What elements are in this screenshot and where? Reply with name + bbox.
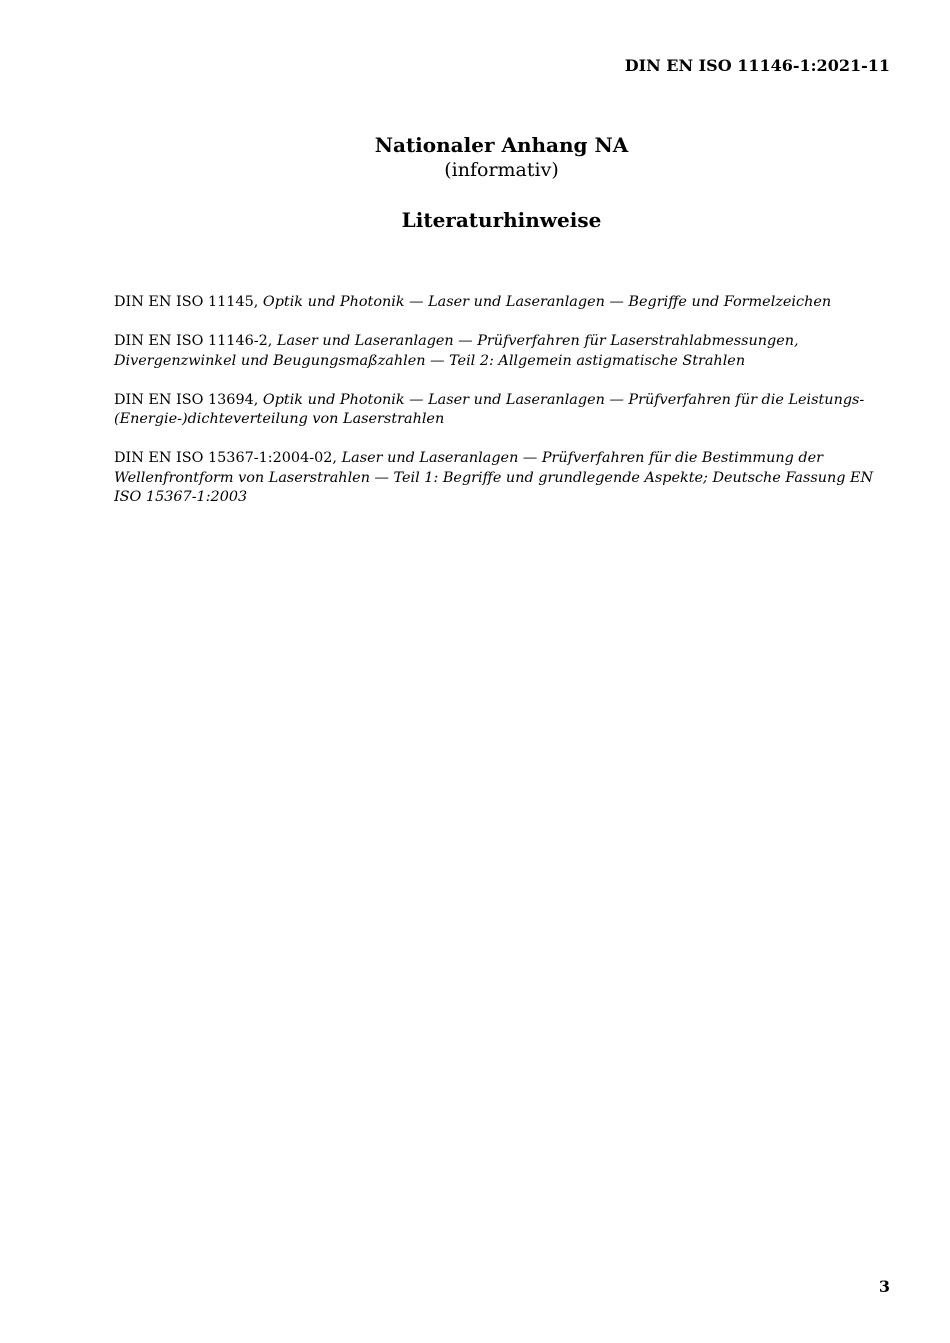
annex-subtitle: (informativ): [444, 159, 559, 181]
reference-title: Laser und Laseranlagen — Prüfverfahren für die Bestimmung der Wellenfrontform von Laserstrahlen — Teil 1: Begriffe und grundlegende Aspekte; Deutsche Fassung EN ISO 15367-1:2003: [114, 450, 874, 505]
reference-designation: DIN EN ISO 11145,: [114, 294, 259, 310]
reference-designation: DIN EN ISO 11146-2,: [114, 333, 273, 349]
annex-heading: [0, 132, 950, 182]
reference-item: [114, 332, 894, 371]
reference-title: Optik und Photonik — Laser und Laseranlagen — Prüfverfahren für die Leistungs-(Energie-)dichteverteilung von Laserstrahlen: [114, 391, 865, 427]
reference-item: [114, 293, 894, 313]
page-number: 3: [878, 1277, 890, 1296]
reference-item: [114, 391, 894, 430]
reference-title: Optik und Photonik — Laser und Laseranlagen — Begriffe und Formelzeichen: [262, 294, 832, 310]
reference-list: [114, 293, 894, 527]
annex-title: Nationaler Anhang NA: [374, 133, 629, 157]
reference-designation: DIN EN ISO 13694,: [114, 391, 259, 408]
reference-item: [114, 449, 894, 508]
document-id: DIN EN ISO 11146-1:2021-11: [624, 56, 890, 75]
reference-title: Laser und Laseranlagen — Prüfverfahren für Laserstrahlabmessungen, Divergenzwinkel und Beugungsmaßzahlen — Teil 2: Allgemein astigmatische Strahlen: [114, 333, 799, 369]
section-title: Literaturhinweise: [401, 208, 602, 232]
reference-designation: DIN EN ISO 15367-1:2004-02,: [114, 450, 337, 466]
